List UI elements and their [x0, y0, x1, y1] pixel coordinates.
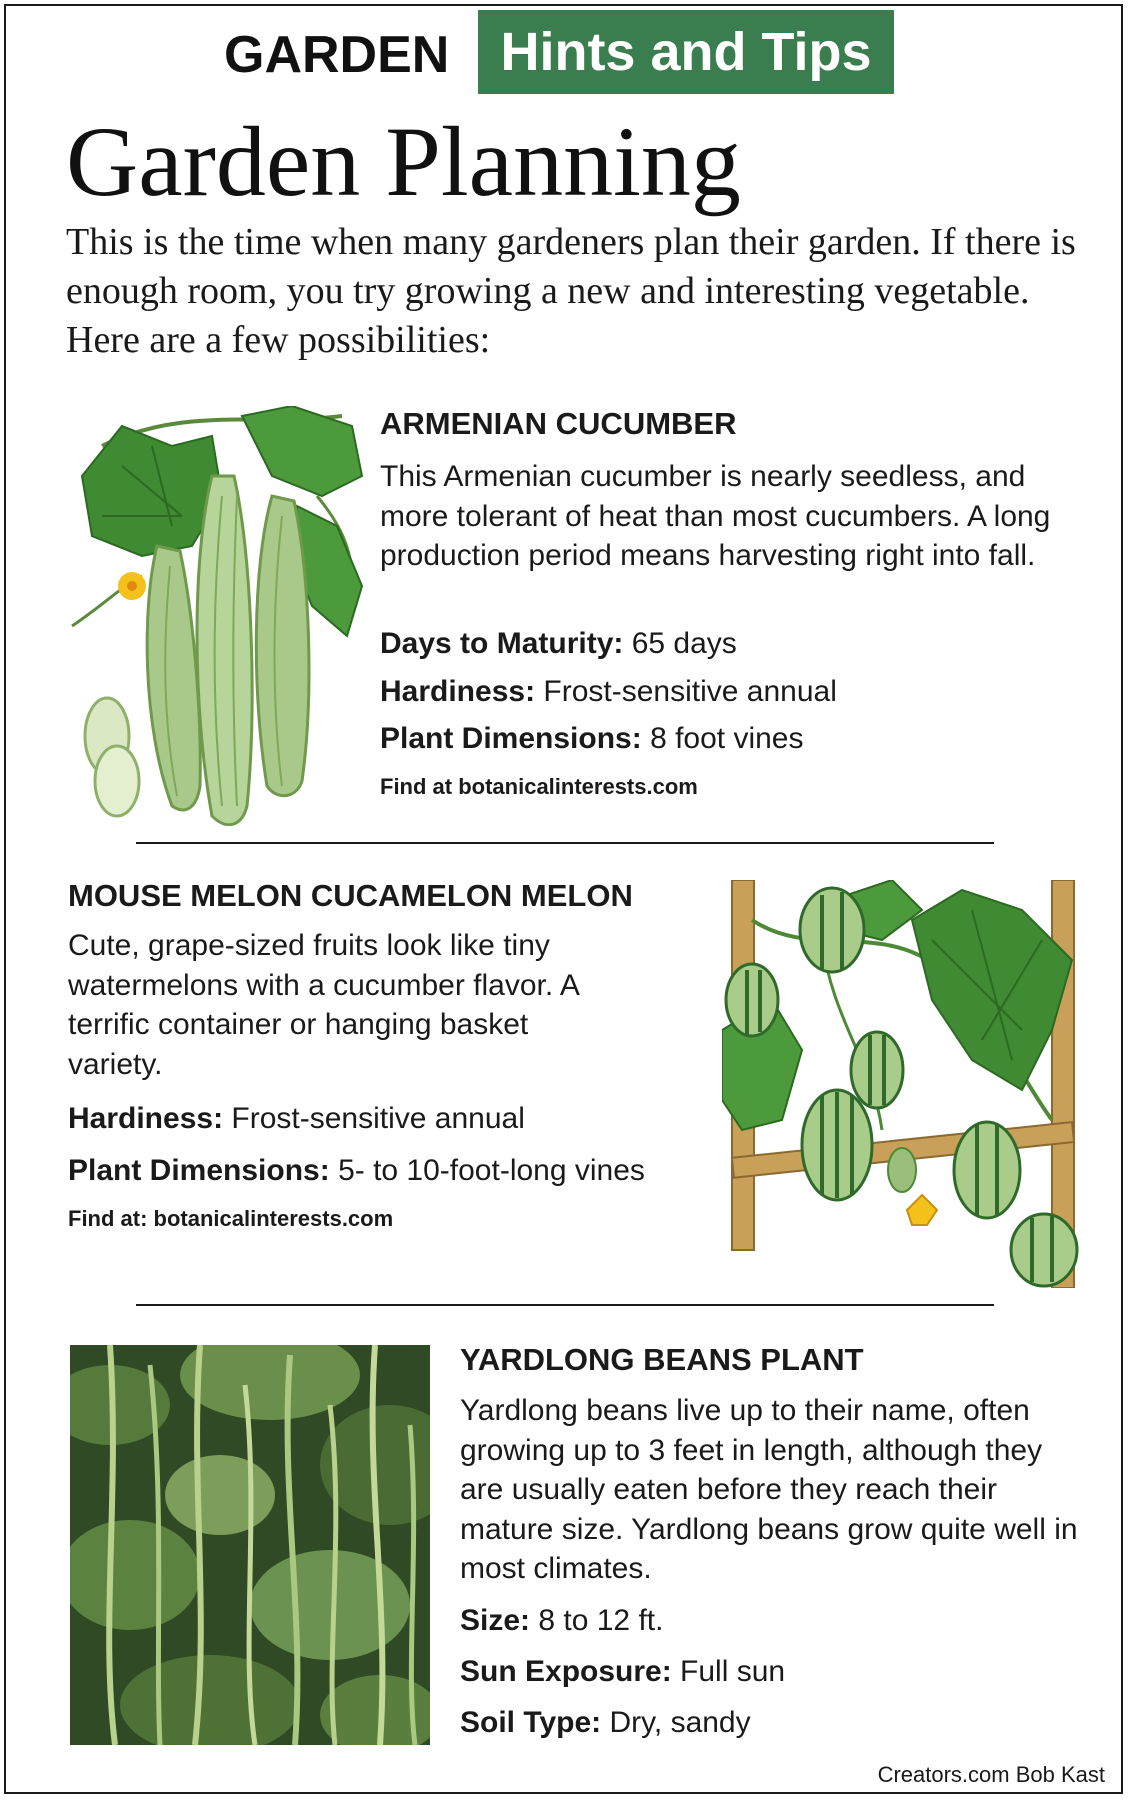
header-garden-label: GARDEN: [224, 26, 450, 84]
fact-label: Hardiness:: [68, 1102, 224, 1135]
section-description-mouse-melon: Cute, grape-sized fruits look like tiny watermelons with a cucumber flavor. A terrific container or hanging basket variety.: [68, 929, 579, 1081]
fact-value: Dry, sandy: [609, 1706, 751, 1739]
fact-value: 8 to 12 ft.: [538, 1604, 664, 1637]
page-title: Garden Planning: [66, 106, 741, 217]
cucamelon-illustration-icon: [722, 880, 1092, 1288]
fact-hardiness: [380, 672, 837, 712]
fact-label: Soil Type:: [460, 1706, 602, 1739]
section-divider: [136, 1304, 994, 1306]
fact-label: Size:: [460, 1604, 531, 1637]
section-divider: [136, 842, 994, 844]
fact-value: Full sun: [680, 1655, 786, 1688]
fact-soil-type: [460, 1703, 751, 1743]
fact-label: Plant Dimensions:: [68, 1154, 330, 1187]
fact-value: 5- to 10-foot-long vines: [338, 1154, 645, 1187]
yardlong-beans-photo-icon: [70, 1345, 430, 1745]
section-description-yardlong-beans: Yardlong beans live up to their name, often growing up to 3 feet in length, although they are usually eaten before they reach their mature size. Yardlong beans grow quite well in most climates.: [460, 1394, 1078, 1585]
section-title-mouse-melon: MOUSE MELON CUCAMELON MELON: [68, 878, 633, 913]
armenian-cucumber-illustration-icon: [62, 406, 372, 826]
fact-size: [460, 1601, 663, 1641]
fact-sun-exposure: [460, 1652, 785, 1692]
fact-label: Hardiness:: [380, 675, 536, 708]
fact-plant-dimensions: [68, 1151, 645, 1191]
section-title-armenian-cucumber: ARMENIAN CUCUMBER: [380, 406, 737, 441]
credit-line: Creators.com Bob Kast: [877, 1762, 1105, 1787]
intro-paragraph: This is the time when many gardeners plan their garden. If there is enough room, you try growing a new and interesting vegetable. Here are a few possibilities:: [66, 221, 1076, 361]
fact-value: Frost-sensitive annual: [231, 1102, 525, 1135]
header-tips-box: Hints and Tips: [478, 10, 894, 94]
fact-value: 8 foot vines: [650, 722, 804, 755]
fact-label: Days to Maturity:: [380, 627, 624, 660]
find-at-link[interactable]: Find at botanicalinterests.com: [380, 774, 698, 799]
section-title-yardlong-beans: YARDLONG BEANS PLANT: [460, 1342, 864, 1377]
article-page: [4, 4, 1123, 1794]
fact-plant-dimensions: [380, 719, 804, 759]
find-at-link[interactable]: Find at: botanicalinterests.com: [68, 1206, 394, 1231]
section-description-armenian-cucumber: This Armenian cucumber is nearly seedless, and more tolerant of heat than most cucumbers. A long production period means harvesting right into fall.: [380, 460, 1051, 572]
fact-hardiness: [68, 1099, 525, 1139]
fact-value: 65 days: [631, 627, 737, 660]
fact-label: Plant Dimensions:: [380, 722, 642, 755]
fact-value: Frost-sensitive annual: [543, 675, 837, 708]
fact-days-to-maturity: [380, 624, 737, 664]
fact-label: Sun Exposure:: [460, 1655, 672, 1688]
